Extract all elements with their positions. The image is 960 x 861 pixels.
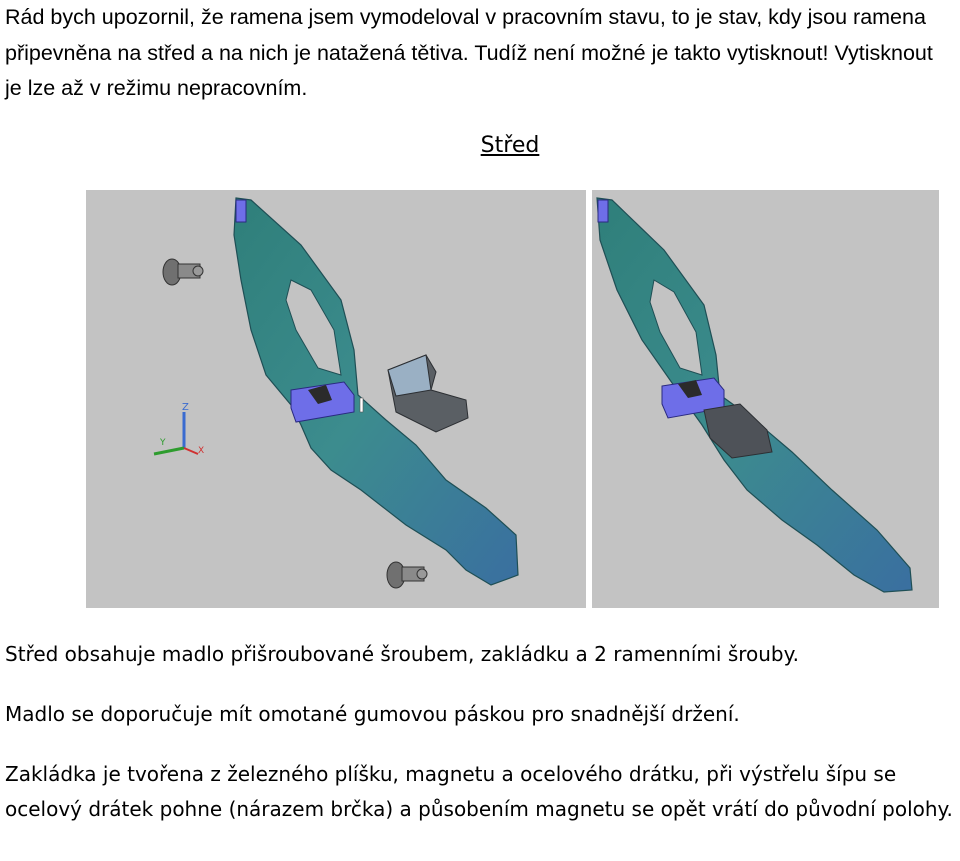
paragraph-riser-contents: Střed obsahuje madlo přišroubované šroubem, zakládku a 2 ramenními šrouby. <box>5 642 799 666</box>
magnet-pin <box>360 398 363 412</box>
arrow-rest-insert <box>704 404 772 458</box>
riser-exploded-drawing <box>86 190 586 608</box>
axis-z-label: Z <box>182 402 189 413</box>
riser-body <box>597 198 912 592</box>
axis-y-label: Y <box>160 438 166 448</box>
riser-top-tab <box>598 200 608 222</box>
riser-assembled-drawing <box>592 190 939 608</box>
section-heading: Střed <box>480 133 540 158</box>
paragraph-arrow-rest: Zakládka je tvořena z železného plíšku, magnetu a ocelového drátku, při výstřelu šípu se ocelový drátek pohne (nárazem brčka) a působením magnetu se opět vrátí do původní polohy. <box>5 762 953 821</box>
riser-body <box>234 198 518 585</box>
axis-triad <box>154 402 204 456</box>
intro-paragraph: Rád bych upozornil, že ramena jsem vymodeloval v pracovním stavu, to je stav, kdy jsou ramena připevněna na střed a na nich je natažená tětiva. Tudíž není možné je takto vytisknout! Vytisknout je lze až v režimu nepracovním. <box>5 5 933 100</box>
riser-top-tab <box>236 200 246 222</box>
paragraph-grip-advice: Madlo se doporučuje mít omotané gumovou páskou pro snadnější držení. <box>5 702 740 726</box>
riser-assembled-figure <box>592 190 939 608</box>
riser-exploded-figure <box>86 190 586 608</box>
limb-bolt-top <box>163 259 203 285</box>
axis-x-label: X <box>198 446 205 456</box>
arrow-rest-insert-face <box>388 355 431 396</box>
limb-bolt-bottom <box>387 562 427 588</box>
